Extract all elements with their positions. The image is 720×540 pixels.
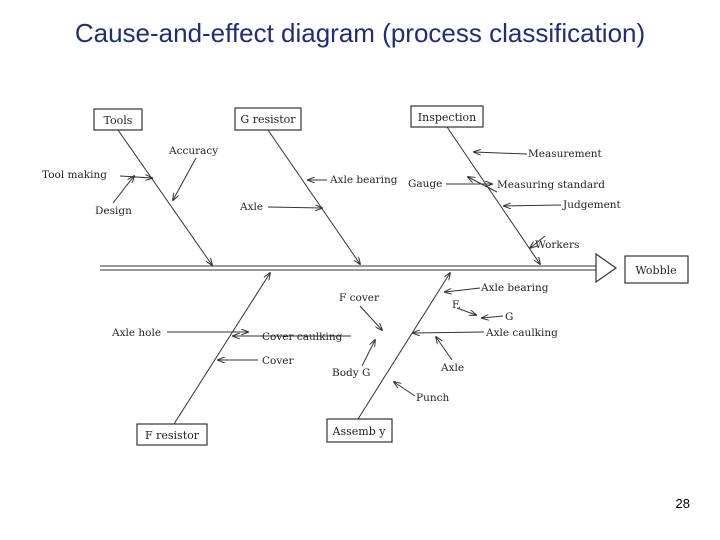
label-measurement: Measurement xyxy=(528,148,602,160)
label-workers: Workers xyxy=(535,239,580,251)
cause-box-tools xyxy=(94,109,142,130)
effect-label: Wobble xyxy=(635,264,677,277)
cause-label-inspection: Inspection xyxy=(417,111,477,124)
spine-arrow xyxy=(100,254,616,282)
cause-label-g-resistor: G resistor xyxy=(240,113,296,126)
arrow-body-g xyxy=(362,340,375,366)
cause-box-assembly xyxy=(327,419,392,442)
label-axle-bearing-top: Axle bearing xyxy=(330,174,398,186)
cause-box-f-resistor xyxy=(137,424,207,445)
label-axle-caulking: Axle caulking xyxy=(486,327,558,339)
label-judgement: Judgement xyxy=(563,199,621,211)
label-gauge: Gauge xyxy=(408,178,443,190)
label-punch: Punch xyxy=(416,392,450,404)
arrow-axle-top xyxy=(268,207,322,208)
cause-box-inspection xyxy=(411,106,483,127)
arrow-axle-bottom xyxy=(436,337,452,360)
slide-title: Cause-and-effect diagram (process classification) xyxy=(74,18,646,48)
cause-label-tools: Tools xyxy=(103,114,133,127)
arrow-measurement xyxy=(474,152,527,154)
arrow-design xyxy=(113,176,134,203)
arrow-g-small xyxy=(482,316,503,318)
label-axle-bottom: Axle xyxy=(441,362,465,374)
arrow-punch xyxy=(394,382,415,396)
bone-inspection xyxy=(447,127,540,264)
cause-label-f-resistor: F resistor xyxy=(144,429,200,442)
bone-f-resistor xyxy=(174,273,270,424)
label-axle-hole: Axle hole xyxy=(112,327,162,339)
effect-box-wobble xyxy=(625,256,688,283)
arrow-axle-caulking xyxy=(413,332,484,333)
label-f-cover: F cover xyxy=(339,292,379,304)
label-measuring-standard: Measuring standard xyxy=(497,179,605,191)
label-accuracy: Accuracy xyxy=(169,145,219,157)
cause-label-assembly: Assemb y xyxy=(332,425,386,438)
label-axle-top: Axle xyxy=(240,201,264,213)
arrow-axle-bearing-bottom xyxy=(445,288,480,292)
arrow-f-cover xyxy=(360,306,382,330)
label-f-small: F. xyxy=(452,299,461,311)
label-design: Design xyxy=(95,205,132,217)
label-cover: Cover xyxy=(262,355,294,367)
label-body-g: Body G xyxy=(332,367,371,379)
bone-g-resistor xyxy=(268,130,360,264)
cause-box-g-resistor xyxy=(235,108,301,130)
arrow-accuracy xyxy=(173,158,196,200)
label-cover-caulking: Cover caulking xyxy=(262,331,343,343)
arrow-tool-making xyxy=(120,176,152,178)
label-axle-bearing-bottom: Axle bearing xyxy=(481,282,549,294)
arrow-judgement xyxy=(504,205,561,206)
label-g-small: G xyxy=(505,311,514,323)
label-tool-making: Tool making xyxy=(42,169,107,181)
page-number: 28 xyxy=(675,496,690,511)
